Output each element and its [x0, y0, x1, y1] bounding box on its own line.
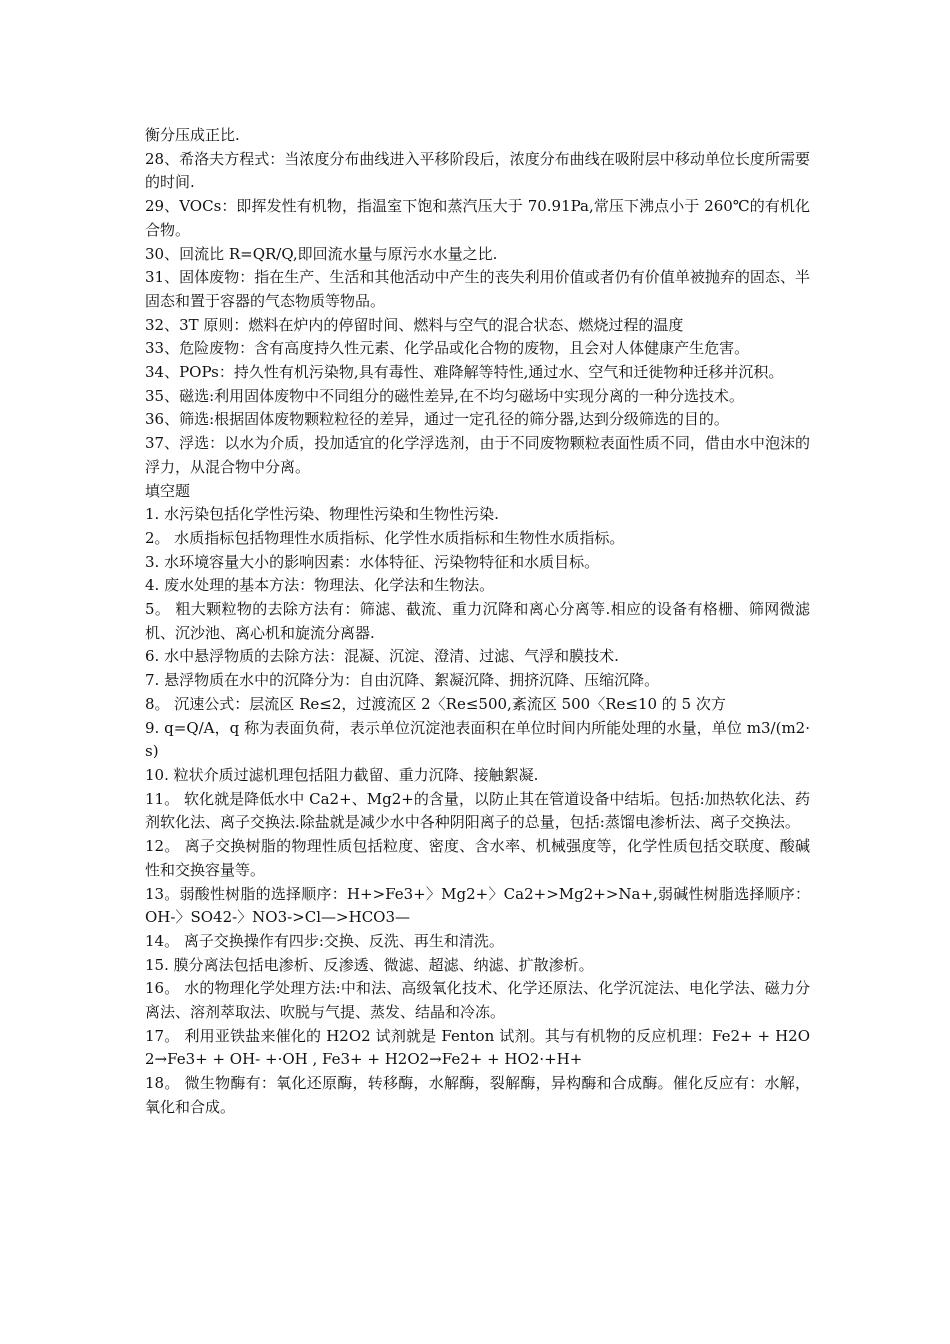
definition-33: 33、危险废物：含有高度持久性元素、化学品或化合物的废物，且会对人体健康产生危害。 [145, 339, 750, 358]
definition-30: 30、回流比 R=QR/Q,即回流水量与原污水水量之比. [145, 244, 498, 263]
definition-28: 28、希洛夫方程式：当浓度分布曲线进入平移阶段后，浓度分布曲线在吸附层中移动单位长度所需要的时间. [145, 149, 810, 192]
definition-32: 32、3T 原则：燃料在炉内的停留时间、燃料与空气的混合状态、燃烧过程的温度 [145, 315, 684, 334]
document-body [145, 124, 810, 1120]
definition-37: 37、浮选：以水为介质，投加适宜的化学浮选剂，由于不同废物颗粒表面性质不同，借由水中泡沫的浮力，从混合物中分离。 [145, 434, 810, 476]
section-heading: 填空题 [145, 481, 191, 500]
definition-31: 31、固体废物：指在生产、生活和其他活动中产生的丧失利用价值或者仍有价值单被抛弃的固态、半固态和置于容器的气态物质等物品。 [145, 268, 810, 310]
definition-34: 34、POPs：持久性有机污染物,具有毒性、难降解等特性,通过水、空气和迁徙物种迁移并沉积。 [145, 363, 784, 382]
definition-36: 36、筛选:根据固体废物颗粒粒径的差异，通过一定孔径的筛分器,达到分级筛选的目的。 [145, 410, 729, 429]
fill-item-6: 6. 水中悬浮物质的去除方法：混凝、沉淀、澄清、过滤、气浮和膜技术. [145, 647, 619, 666]
fill-item-16: 16。 水的物理化学处理方法:中和法、高级氧化技术、化学还原法、化学沉淀法、电化学法、磁力分离法、溶剂萃取法、吹脱与气提、蒸发、结晶和冷冻。 [145, 979, 810, 1022]
fill-item-4: 4. 废水处理的基本方法：物理法、化学法和生物法。 [145, 576, 495, 595]
fill-item-13: 13。弱酸性树脂的选择顺序：H+>Fe3+〉Mg2+〉Ca2+>Mg2+>Na+,弱碱性树脂选择顺序：OH-〉SO42-〉NO3->Cl—>HCO3— [145, 884, 810, 927]
fill-item-15: 15. 膜分离法包括电渗析、反渗透、微滤、超滤、纳滤、扩散渗析。 [145, 955, 594, 974]
fill-item-7: 7. 悬浮物质在水中的沉降分为：自由沉降、絮凝沉降、拥挤沉降、压缩沉降。 [145, 671, 660, 690]
fill-item-2: 2。 水质指标包括物理性水质指标、化学性水质指标和生物性水质指标。 [145, 528, 625, 547]
paragraph-continuation: 衡分压成正比. [145, 126, 240, 144]
definition-29: 29、VOCs：即挥发性有机物，指温室下饱和蒸汽压大于 70.91Pa,常压下沸点小于 260℃的有机化合物。 [145, 197, 810, 239]
fill-item-18: 18。 微生物酶有：氧化还原酶，转移酶，水解酶，裂解酶，异构酶和合成酶。催化反应有：水解，氧化和合成。 [145, 1074, 810, 1116]
fill-item-9: 9. q=Q/A，q 称为表面负荷，表示单位沉淀池表面积在单位时间内所能处理的水量，单位 m3/(m2·s) [145, 718, 810, 761]
fill-item-11: 11。 软化就是降低水中 Ca2+、Mg2+的含量，以防止其在管道设备中结垢。包括:加热软化法、药剂软化法、离子交换法.除盐就是减少水中各种阴阳离子的总量，包括:蒸馏电渗析法、离子交换法。 [145, 789, 810, 832]
fill-item-12: 12。 离子交换树脂的物理性质包括粒度、密度、含水率、机械强度等，化学性质包括交联度、酸碱性和交换容量等。 [145, 837, 810, 879]
fill-item-3: 3. 水环境容量大小的影响因素：水体特征、污染物特征和水质目标。 [145, 552, 600, 571]
fill-item-5: 5。 粗大颗粒物的去除方法有：筛滤、截流、重力沉降和离心分离等.相应的设备有格栅、筛网微滤机、沉沙池、离心机和旋流分离器. [145, 600, 810, 642]
fill-item-17: 17。 利用亚铁盐来催化的 H2O2 试剂就是 Fenton 试剂。其与有机物的反应机理：Fe2+ + H2O2→Fe3+ + OH- +·OH , Fe3+ + H2O2→Fe2+ + HO2·+H+ [145, 1026, 810, 1069]
definition-35: 35、磁选:利用固体废物中不同组分的磁性差异,在不均匀磁场中实现分离的一种分选技术。 [145, 386, 744, 405]
fill-item-10: 10. 粒状介质过滤机理包括阻力截留、重力沉降、接触絮凝. [145, 765, 539, 784]
fill-item-8: 8。 沉速公式：层流区 Re≤2，过渡流区 2〈Re≤500,紊流区 500〈Re≤10 的 5 次方 [145, 694, 726, 713]
fill-item-1: 1. 水污染包括化学性污染、物理性污染和生物性污染. [145, 505, 499, 524]
fill-item-14: 14。 离子交换操作有四步:交换、反洗、再生和清洗。 [145, 931, 504, 950]
